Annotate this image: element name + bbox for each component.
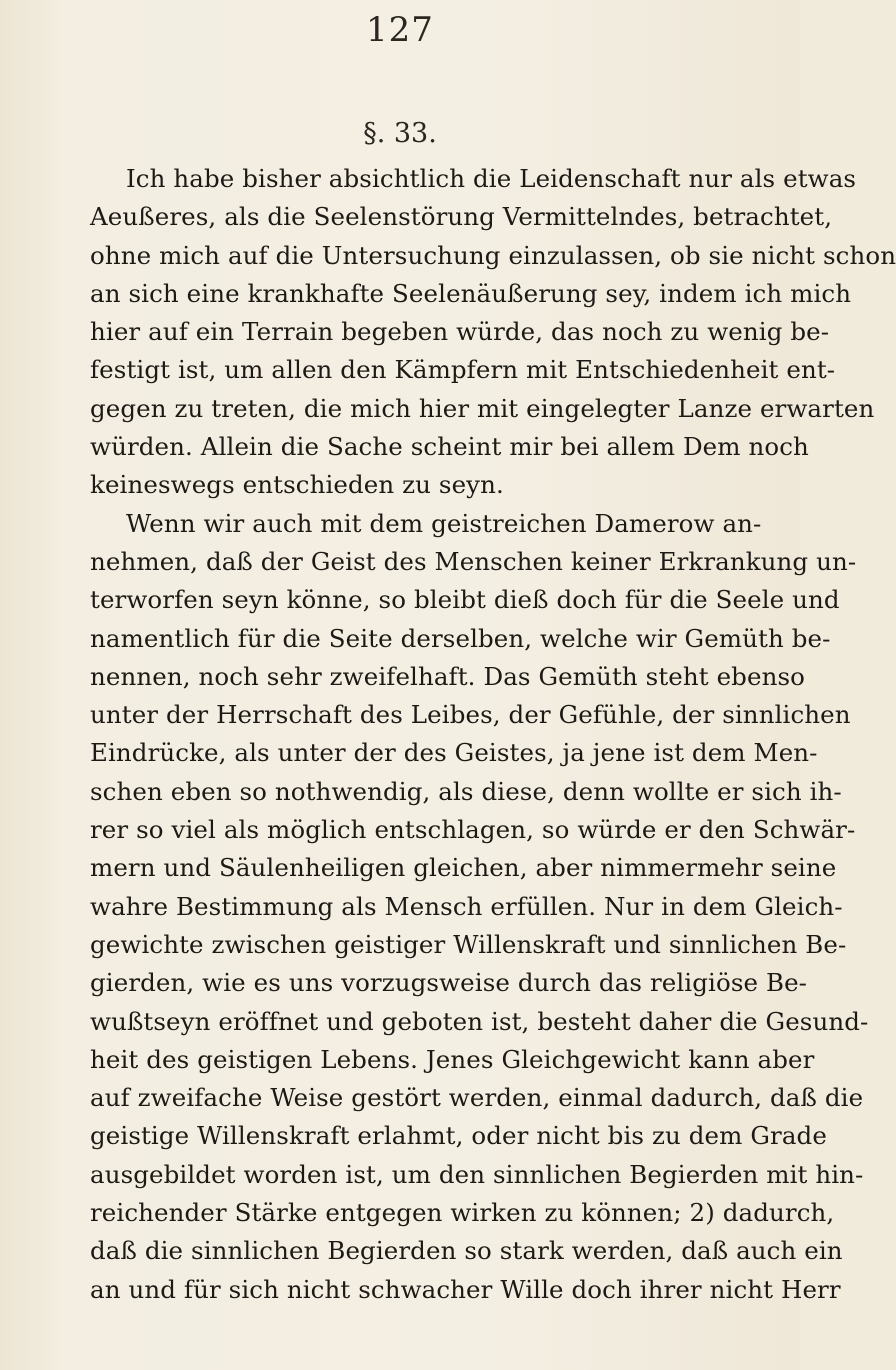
text-line: hier auf ein Terrain begeben würde, das noch zu wenig be-: [90, 317, 830, 347]
text-line: gierden, wie es uns vorzugsweise durch das religiöse Be-: [90, 968, 808, 998]
text-line: nennen, noch sehr zweifelhaft. Das Gemüth steht ebenso: [90, 661, 805, 691]
text-line: Eindrücke, als unter der des Geistes, ja jene ist dem Men-: [90, 738, 818, 768]
text-line: namentlich für die Seite derselben, welche wir Gemüth be-: [90, 623, 831, 653]
text-line: Ich habe bisher absichtlich die Leidenschaft nur als etwas: [126, 164, 857, 193]
text-line: mern und Säulenheiligen gleichen, aber nimmermehr seine: [90, 853, 837, 883]
text-line: wahre Bestimmung als Mensch erfüllen. Nur in dem Gleich-: [90, 891, 843, 921]
text-line: ohne mich auf die Untersuchung einzulassen, ob sie nicht schon: [90, 240, 896, 270]
text-line: rer so viel als möglich entschlagen, so würde er den Schwär-: [90, 815, 856, 845]
text-line: würden. Allein die Sache scheint mir bei allem Dem noch: [90, 432, 809, 462]
text-line: auf zweifache Weise gestört werden, einmal dadurch, daß die: [90, 1083, 864, 1113]
text-line: nehmen, daß der Geist des Menschen keiner Erkrankung un-: [90, 546, 857, 576]
text-line: keineswegs entschieden zu seyn.: [90, 470, 504, 500]
page-number: 127: [366, 10, 434, 50]
body-text: [90, 160, 896, 1309]
text-line: gegen zu treten, die mich hier mit eingelegter Lanze erwarten: [90, 393, 875, 423]
text-line: unter der Herrschaft des Leibes, der Gefühle, der sinnlichen: [90, 700, 851, 730]
text-line: daß die sinnlichen Begierden so stark werden, daß auch ein: [90, 1236, 843, 1266]
section-heading: §. 33.: [363, 118, 437, 149]
text-line: schen eben so nothwendig, als diese, denn wollte er sich ih-: [90, 776, 842, 806]
text-line: geistige Willenskraft erlahmt, oder nicht bis zu dem Grade: [90, 1121, 827, 1151]
text-line: heit des geistigen Lebens. Jenes Gleichgewicht kann aber: [90, 1044, 815, 1074]
text-line: an und für sich nicht schwacher Wille doch ihrer nicht Herr: [90, 1274, 841, 1304]
text-line: terworfen seyn könne, so bleibt dieß doch für die Seele und: [90, 585, 840, 615]
text-line: festigt ist, um allen den Kämpfern mit Entschiedenheit ent-: [90, 355, 836, 385]
text-line: ausgebildet worden ist, um den sinnlichen Begierden mit hin-: [90, 1159, 864, 1189]
text-line: wußtseyn eröffnet und geboten ist, besteht daher die Gesund-: [90, 1006, 869, 1036]
text-line: Wenn wir auch mit dem geistreichen Damerow an-: [126, 508, 762, 538]
text-line: gewichte zwischen geistiger Willenskraft und sinnlichen Be-: [90, 929, 847, 959]
text-line: Aeußeres, als die Seelenstörung Vermittelndes, betrachtet,: [90, 202, 833, 232]
text-line: reichender Stärke entgegen wirken zu können; 2) dadurch,: [90, 1198, 835, 1228]
text-line: an sich eine krankhafte Seelenäußerung sey, indem ich mich: [90, 278, 852, 308]
